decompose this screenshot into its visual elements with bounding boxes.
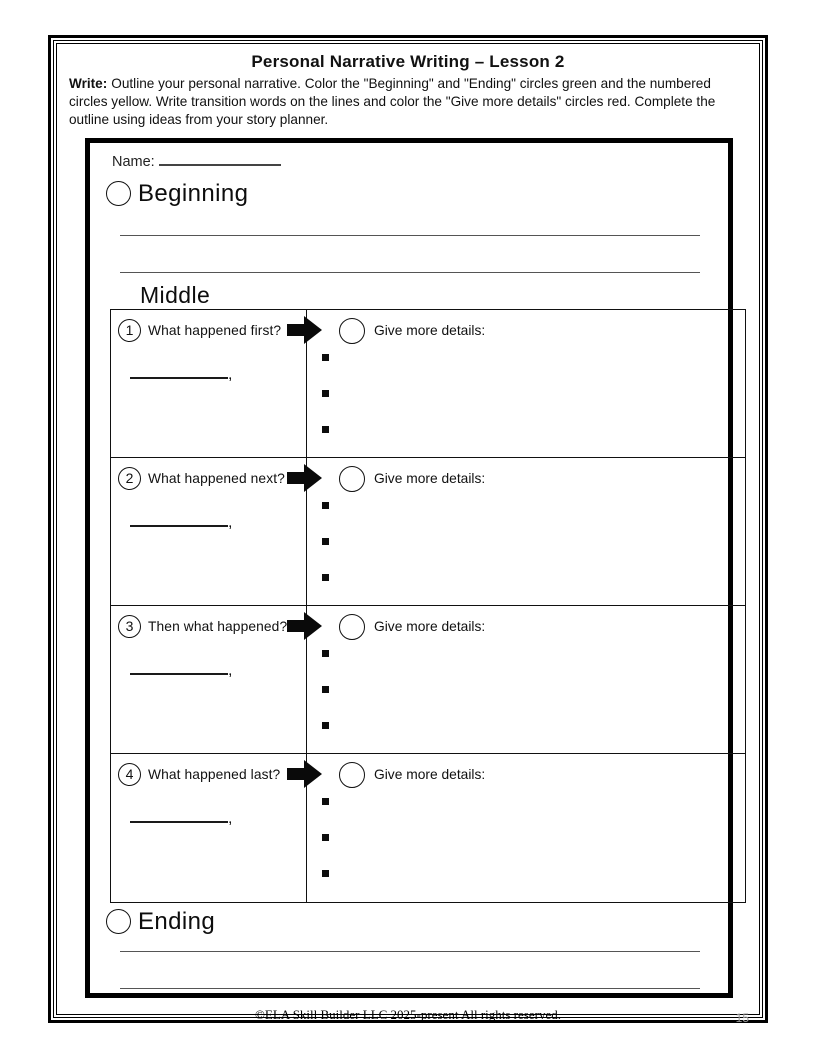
details-label: Give more details: [374,619,486,635]
ending-section-head [106,907,712,937]
name-row [112,153,712,175]
step-3-left-cell [111,606,307,753]
instructions [67,75,749,130]
bullet-square-icon [322,798,329,805]
step-1-question: What happened first? [148,322,282,338]
details-label: Give more details: [374,471,486,487]
step-3-transition-blank[interactable] [130,662,306,680]
step-3-right-cell [307,606,745,753]
step-3-question: Then what happened? [148,618,288,634]
instructions-label: Write: [69,76,108,91]
step-1-right-cell [307,310,745,457]
step-2-number-circle[interactable]: 2 [118,467,141,490]
blank-line[interactable] [130,662,228,675]
blank-line[interactable] [130,366,228,379]
outline-box [85,138,733,998]
step-3-number-circle[interactable]: 3 [118,615,141,638]
inner-frame [56,43,760,1025]
page-title: Personal Narrative Writing – Lesson 2 [251,52,565,71]
step-4-question-row [118,763,306,786]
step-2-details-row [339,466,745,492]
details-label: Give more details: [374,323,486,339]
step-2-right-cell [307,458,745,605]
step-3-question-row [118,615,306,638]
step-4-bullets [322,798,745,877]
arrow-right-icon [287,463,323,493]
step-1-details-row [339,318,745,344]
instructions-text: Outline your personal narrative. Color the "Beginning" and "Ending" circles green and the numbered circles yellow. Write transition words on the lines and color the "Give more details" circles red. Complete the outline using ideas from your story planner. [69,76,716,128]
outer-frame [48,35,768,1023]
step-2-transition-blank[interactable] [130,514,306,532]
step-2-left-cell [111,458,307,605]
page-footer [67,1007,749,1029]
blank-comma: , [228,365,233,383]
step-1-number-circle[interactable]: 1 [118,319,141,342]
bullet-square-icon [322,834,329,841]
blank-comma: , [228,661,233,679]
bullet-square-icon [322,502,329,509]
step-1-bullets [322,354,745,433]
middle-title: Middle [140,281,211,308]
bullet-square-icon [322,574,329,581]
page-number: 15 [735,1010,749,1025]
step-3-details-row [339,614,745,640]
blank-line[interactable] [130,810,228,823]
name-blank-line[interactable] [159,153,281,166]
step-1-transition-blank[interactable] [130,366,306,384]
step-1-details-circle[interactable] [339,318,365,344]
beginning-circle[interactable] [106,181,131,206]
step-3-details-circle[interactable] [339,614,365,640]
blank-line[interactable] [130,514,228,527]
ending-write-line-2[interactable] [120,988,700,989]
step-1-left-cell [111,310,307,457]
step-4-transition-blank[interactable] [130,810,306,828]
bullet-square-icon [322,722,329,729]
beginning-title: Beginning [138,179,249,207]
bullet-square-icon [322,870,329,877]
ending-write-line-1[interactable] [120,951,700,952]
blank-comma: , [228,513,233,531]
step-3-bullets [322,650,745,729]
bullet-square-icon [322,650,329,657]
step-4-details-row [339,762,745,788]
step-4-details-circle[interactable] [339,762,365,788]
step-1-question-row [118,319,306,342]
step-row-1 [111,310,745,458]
beginning-write-line-1[interactable] [120,235,700,236]
step-row-2 [111,458,745,606]
beginning-section-head [106,179,712,209]
step-2-question-row [118,467,306,490]
step-4-right-cell [307,754,745,902]
steps-table [110,309,746,903]
arrow-right-icon [287,315,323,345]
bullet-square-icon [322,354,329,361]
bullet-square-icon [322,390,329,397]
step-4-number-circle[interactable]: 4 [118,763,141,786]
middle-frame [53,40,763,1025]
step-4-left-cell [111,754,307,902]
step-2-question: What happened next? [148,470,285,486]
blank-comma: , [228,809,233,827]
ending-circle[interactable] [106,909,131,934]
step-4-question: What happened last? [148,766,281,782]
bullet-square-icon [322,686,329,693]
step-2-bullets [322,502,745,581]
details-label: Give more details: [374,767,486,783]
arrow-right-icon [287,611,323,641]
bullet-square-icon [322,538,329,545]
name-label: Name: [112,153,155,170]
beginning-write-line-2[interactable] [120,272,700,273]
step-row-4 [111,754,745,902]
step-2-details-circle[interactable] [339,466,365,492]
copyright-text: ©ELA Skill Builder LLC 2025-present All rights reserved. [255,1006,561,1022]
step-row-3 [111,606,745,754]
arrow-right-icon [287,759,323,789]
ending-title: Ending [138,907,216,935]
bullet-square-icon [322,426,329,433]
